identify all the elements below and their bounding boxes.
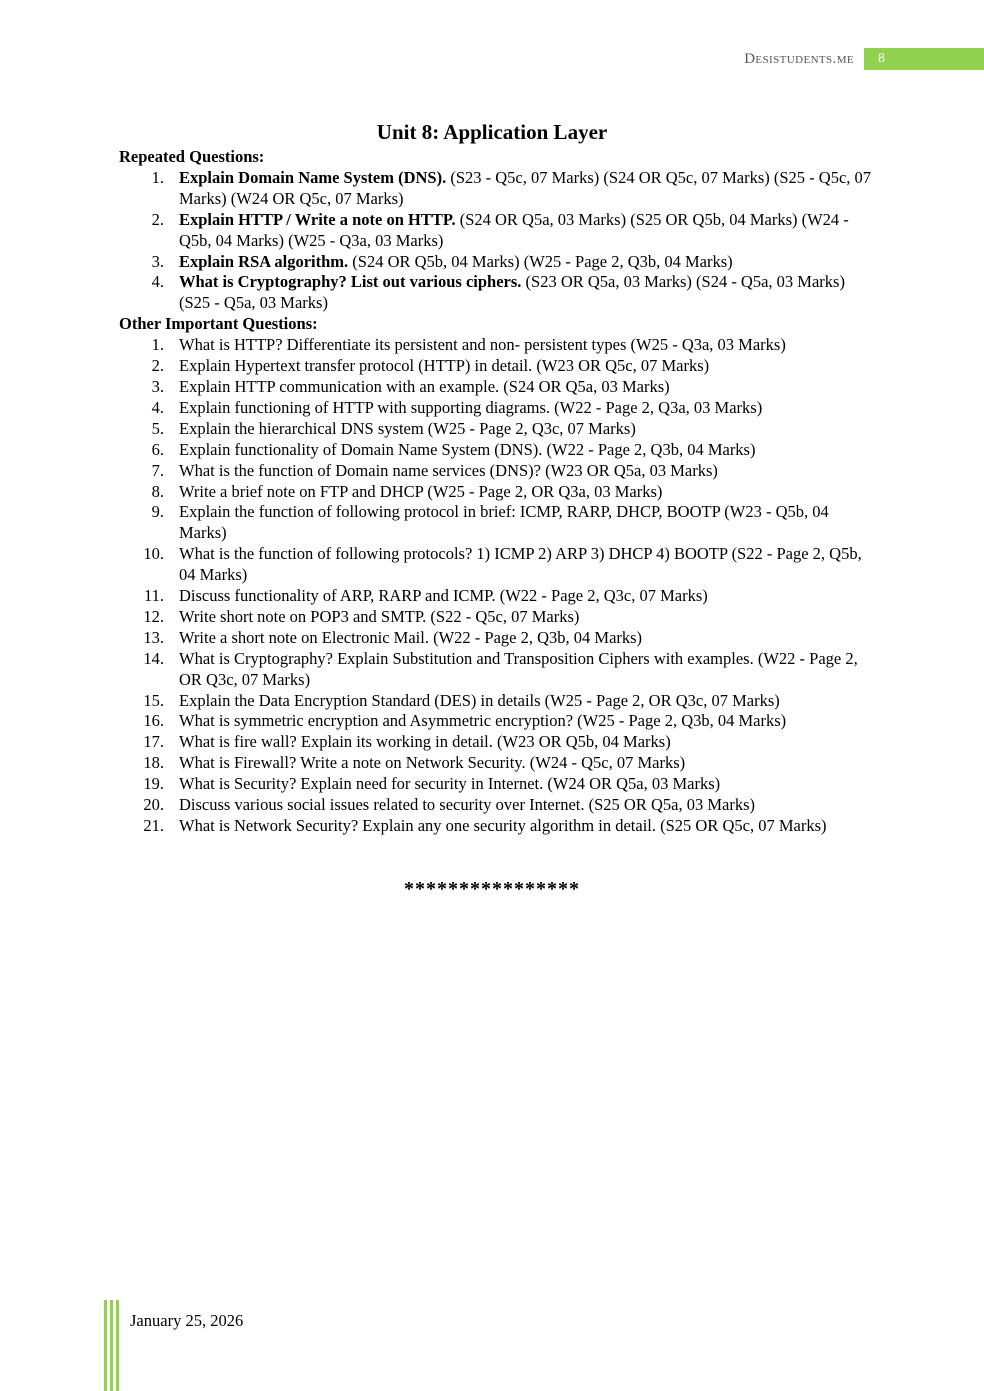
question-number: 16. [143, 711, 164, 731]
question-number: 12. [143, 606, 164, 626]
question-text: Explain the function of following protocol in brief: ICMP, RARP, DHCP, BOOTP (W23 - Q5b, 04 Marks) [179, 502, 829, 543]
question-text: What is Network Security? Explain any one security algorithm in detail. (S25 OR Q5c, 07 Marks) [179, 816, 827, 835]
question-text: Explain the Data Encryption Standard (DES) in details (W25 - Page 2, OR Q3c, 07 Marks) [179, 690, 780, 710]
question-item [119, 691, 879, 712]
question-marks: (S23 - Q5c, 07 Marks) (S24 OR Q5c, 07 Marks) (S25 - Q5c, 07 Marks) (W24 OR Q5c, 07 Marks) [179, 167, 872, 208]
question-text: Explain HTTP communication with an example. (S24 OR Q5a, 03 Marks) [179, 376, 670, 396]
question-title: Explain HTTP / Write a note on HTTP. [179, 209, 456, 229]
question-item [119, 649, 879, 691]
question-number: 5. [151, 418, 164, 438]
question-text: Discuss functionality of ARP, RARP and ICMP. (W22 - Page 2, Q3c, 07 Marks) [179, 586, 708, 606]
question-item [119, 398, 879, 419]
question-number: 3. [151, 251, 164, 271]
repeated-questions-list [119, 168, 879, 314]
question-item [119, 711, 879, 732]
question-text: What is Firewall? Write a note on Network Security. (W24 - Q5c, 07 Marks) [179, 753, 686, 773]
question-text: What is Cryptography? Explain Substitution and Transposition Ciphers with examples. (W22 - Page 2, OR Q3c, 07 Marks) [179, 648, 858, 689]
question-number: 13. [143, 627, 164, 647]
question-number: 20. [143, 795, 164, 815]
question-title: What is Cryptography? List out various ciphers. [179, 272, 522, 292]
footer-date: January 25, 2026 [130, 1311, 244, 1330]
other-questions-list [119, 335, 879, 837]
page-header [744, 48, 984, 70]
accent-bar [116, 1300, 119, 1391]
question-item [119, 628, 879, 649]
question-text: What is symmetric encryption and Asymmetric encryption? (W25 - Page 2, Q3b, 04 Marks) [179, 711, 787, 731]
question-text: Write short note on POP3 and SMTP. (S22 - Q5c, 07 Marks) [179, 606, 580, 626]
question-number: 1. [151, 167, 164, 187]
question-item [119, 586, 879, 607]
question-text: What is HTTP? Differentiate its persistent and non- persistent types (W25 - Q3a, 03 Marks) [179, 335, 786, 355]
question-text: Explain functionality of Domain Name System (DNS). (W22 - Page 2, Q3b, 04 Marks) [179, 439, 756, 459]
footer-accent-bars [104, 1300, 120, 1391]
question-text: What is Security? Explain need for security in Internet. (W24 OR Q5a, 03 Marks) [179, 774, 721, 794]
question-item [119, 440, 879, 461]
question-item [119, 168, 879, 210]
document-body [119, 147, 879, 837]
accent-bar [110, 1300, 113, 1391]
repeated-questions-heading: Repeated Questions: [119, 147, 265, 166]
question-number: 15. [143, 690, 164, 710]
question-item [119, 732, 879, 753]
question-item [119, 377, 879, 398]
question-number: 2. [151, 356, 164, 376]
page-title: Unit 8: Application Layer [376, 120, 608, 144]
question-item [119, 607, 879, 628]
question-item [119, 272, 879, 314]
section-separator: **************** [404, 878, 580, 900]
question-item [119, 482, 879, 503]
question-text: Explain Hypertext transfer protocol (HTTP) in detail. (W23 OR Q5c, 07 Marks) [179, 356, 710, 376]
question-item [119, 753, 879, 774]
question-number: 19. [143, 774, 164, 794]
question-number: 8. [151, 481, 164, 501]
question-item [119, 210, 879, 252]
question-title: Explain Domain Name System (DNS). [179, 167, 447, 187]
question-text: Discuss various social issues related to security over Internet. (S25 OR Q5a, 03 Marks) [179, 795, 756, 815]
other-questions-heading: Other Important Questions: [119, 314, 318, 334]
question-text: Explain the hierarchical DNS system (W25 - Page 2, Q3c, 07 Marks) [179, 418, 636, 438]
question-item [119, 544, 879, 586]
question-number: 6. [151, 439, 164, 459]
question-marks: (S24 OR Q5a, 03 Marks) (S25 OR Q5b, 04 Marks) (W24 - Q5b, 04 Marks) (W25 - Q3a, 03 Marks) [179, 209, 849, 250]
question-item [119, 356, 879, 377]
question-item [119, 795, 879, 816]
question-number: 3. [151, 376, 164, 396]
accent-bar [104, 1300, 107, 1391]
question-text: Explain functioning of HTTP with supporting diagrams. (W22 - Page 2, Q3a, 03 Marks) [179, 397, 763, 417]
question-number: 7. [151, 460, 164, 480]
question-number: 4. [151, 272, 164, 292]
question-marks: (S24 OR Q5b, 04 Marks) (W25 - Page 2, Q3b, 04 Marks) [348, 251, 733, 271]
question-item [119, 252, 879, 273]
site-name: Desistudents.me [744, 50, 854, 67]
question-item [119, 502, 879, 544]
question-number: 11. [143, 586, 164, 606]
question-item [119, 774, 879, 795]
question-number: 18. [143, 753, 164, 773]
question-text: What is fire wall? Explain its working in detail. (W23 OR Q5b, 04 Marks) [179, 732, 671, 752]
question-marks: (S23 OR Q5a, 03 Marks) (S24 - Q5a, 03 Marks) (S25 - Q5a, 03 Marks) [179, 272, 845, 313]
question-number: 9. [151, 502, 164, 522]
question-item [119, 816, 879, 837]
page-number-box [864, 48, 984, 70]
question-text: Write a brief note on FTP and DHCP (W25 - Page 2, OR Q3a, 03 Marks) [179, 481, 663, 501]
question-text: What is the function of Domain name services (DNS)? (W23 OR Q5a, 03 Marks) [179, 460, 718, 480]
question-item [119, 419, 879, 440]
question-number: 2. [151, 209, 164, 229]
page-number: 8 [878, 51, 885, 66]
question-number: 4. [151, 397, 164, 417]
question-item [119, 335, 879, 356]
question-number: 1. [151, 335, 164, 355]
question-title: Explain RSA algorithm. [179, 251, 349, 271]
question-item [119, 461, 879, 482]
question-number: 21. [143, 816, 164, 835]
question-text: What is the function of following protocols? 1) ICMP 2) ARP 3) DHCP 4) BOOTP (S22 - Page 2, Q5b, 04 Marks) [179, 544, 862, 585]
question-number: 14. [143, 648, 164, 668]
question-text: Write a short note on Electronic Mail. (W22 - Page 2, Q3b, 04 Marks) [179, 627, 643, 647]
question-number: 10. [143, 544, 164, 564]
question-number: 17. [143, 732, 164, 752]
